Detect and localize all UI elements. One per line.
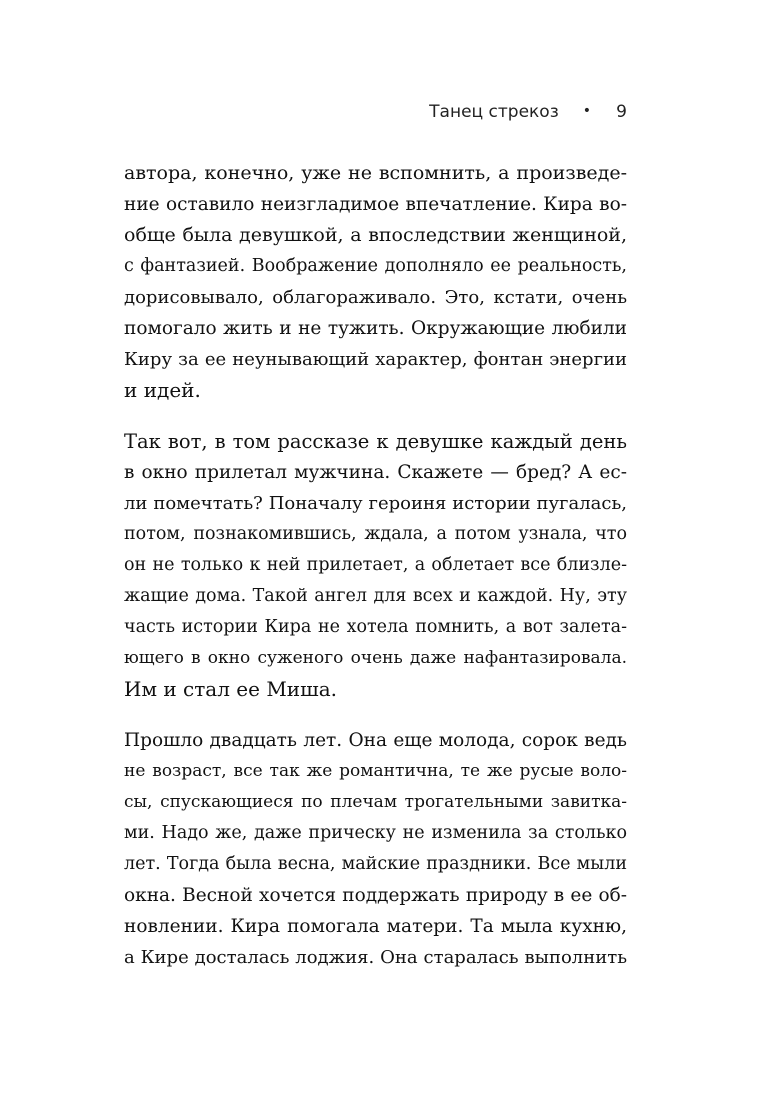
text-line: обще была девушкой, а впоследствии женщиной, bbox=[124, 224, 627, 246]
text-line: он не только к ней прилетает, а облетает все близле- bbox=[124, 555, 627, 575]
page-number: 9 bbox=[616, 102, 627, 122]
text-line: помогало жить и не тужить. Окружающие любили bbox=[124, 318, 627, 339]
text-line: окна. Весной хочется поддержать природу в ее об- bbox=[124, 885, 627, 906]
text-line: потом, познакомившись, ждала, а потом узнала, что bbox=[124, 524, 627, 544]
text-line: лет. Тогда была весна, майские праздники. Все мыли bbox=[124, 854, 627, 874]
book-title: Танец стрекоз bbox=[429, 102, 559, 122]
paragraph-1 bbox=[124, 158, 627, 406]
text-line: ми. Надо же, даже прическу не изменила за столько bbox=[124, 823, 627, 843]
text-line: дорисовывало, облагораживало. Это, кстати, очень bbox=[124, 287, 627, 308]
paragraph-2 bbox=[124, 426, 627, 705]
text-line: Им и стал ее Миша. bbox=[124, 677, 338, 701]
paragraph-gap bbox=[124, 705, 627, 725]
text-line: ние оставило неизгладимое впечатление. Кира во- bbox=[124, 194, 627, 215]
text-line: автора, конечно, уже не вспомнить, а произведе- bbox=[124, 162, 627, 184]
text-line: с фантазией. Воображение дополняло ее реальность, bbox=[124, 256, 627, 276]
text-line: ющего в окно суженого очень даже нафантазировала. bbox=[124, 648, 627, 668]
text-line: жащие дома. Такой ангел для всех и каждой. Ну, эту bbox=[124, 586, 627, 606]
text-line: Прошло двадцать лет. Она еще молода, сорок ведь bbox=[124, 730, 627, 751]
text-line: не возраст, все так же романтична, те же русые воло- bbox=[124, 761, 627, 781]
header-separator: • bbox=[582, 103, 591, 119]
paragraph-3 bbox=[124, 725, 627, 973]
body-text bbox=[124, 158, 627, 973]
text-line: и идей. bbox=[124, 378, 201, 402]
text-line: Так вот, в том рассказе к девушке каждый день bbox=[124, 430, 627, 453]
text-line: сы, спускающиеся по плечам трогательными завитка- bbox=[124, 792, 627, 812]
text-line: а Кире досталась лоджия. Она старалась выполнить bbox=[124, 947, 627, 968]
paragraph-gap bbox=[124, 406, 627, 426]
text-line: новлении. Кира помогала матери. Та мыла кухню, bbox=[124, 916, 627, 937]
running-head bbox=[124, 99, 627, 125]
text-line: Киру за ее неунывающий характер, фонтан энергии bbox=[124, 349, 627, 370]
text-line: в окно прилетал мужчина. Скажете — бред? А ес- bbox=[124, 462, 627, 483]
text-line: ли помечтать? Поначалу героиня истории пугалась, bbox=[124, 493, 627, 514]
text-line: часть истории Кира не хотела помнить, а вот залета- bbox=[124, 617, 627, 637]
